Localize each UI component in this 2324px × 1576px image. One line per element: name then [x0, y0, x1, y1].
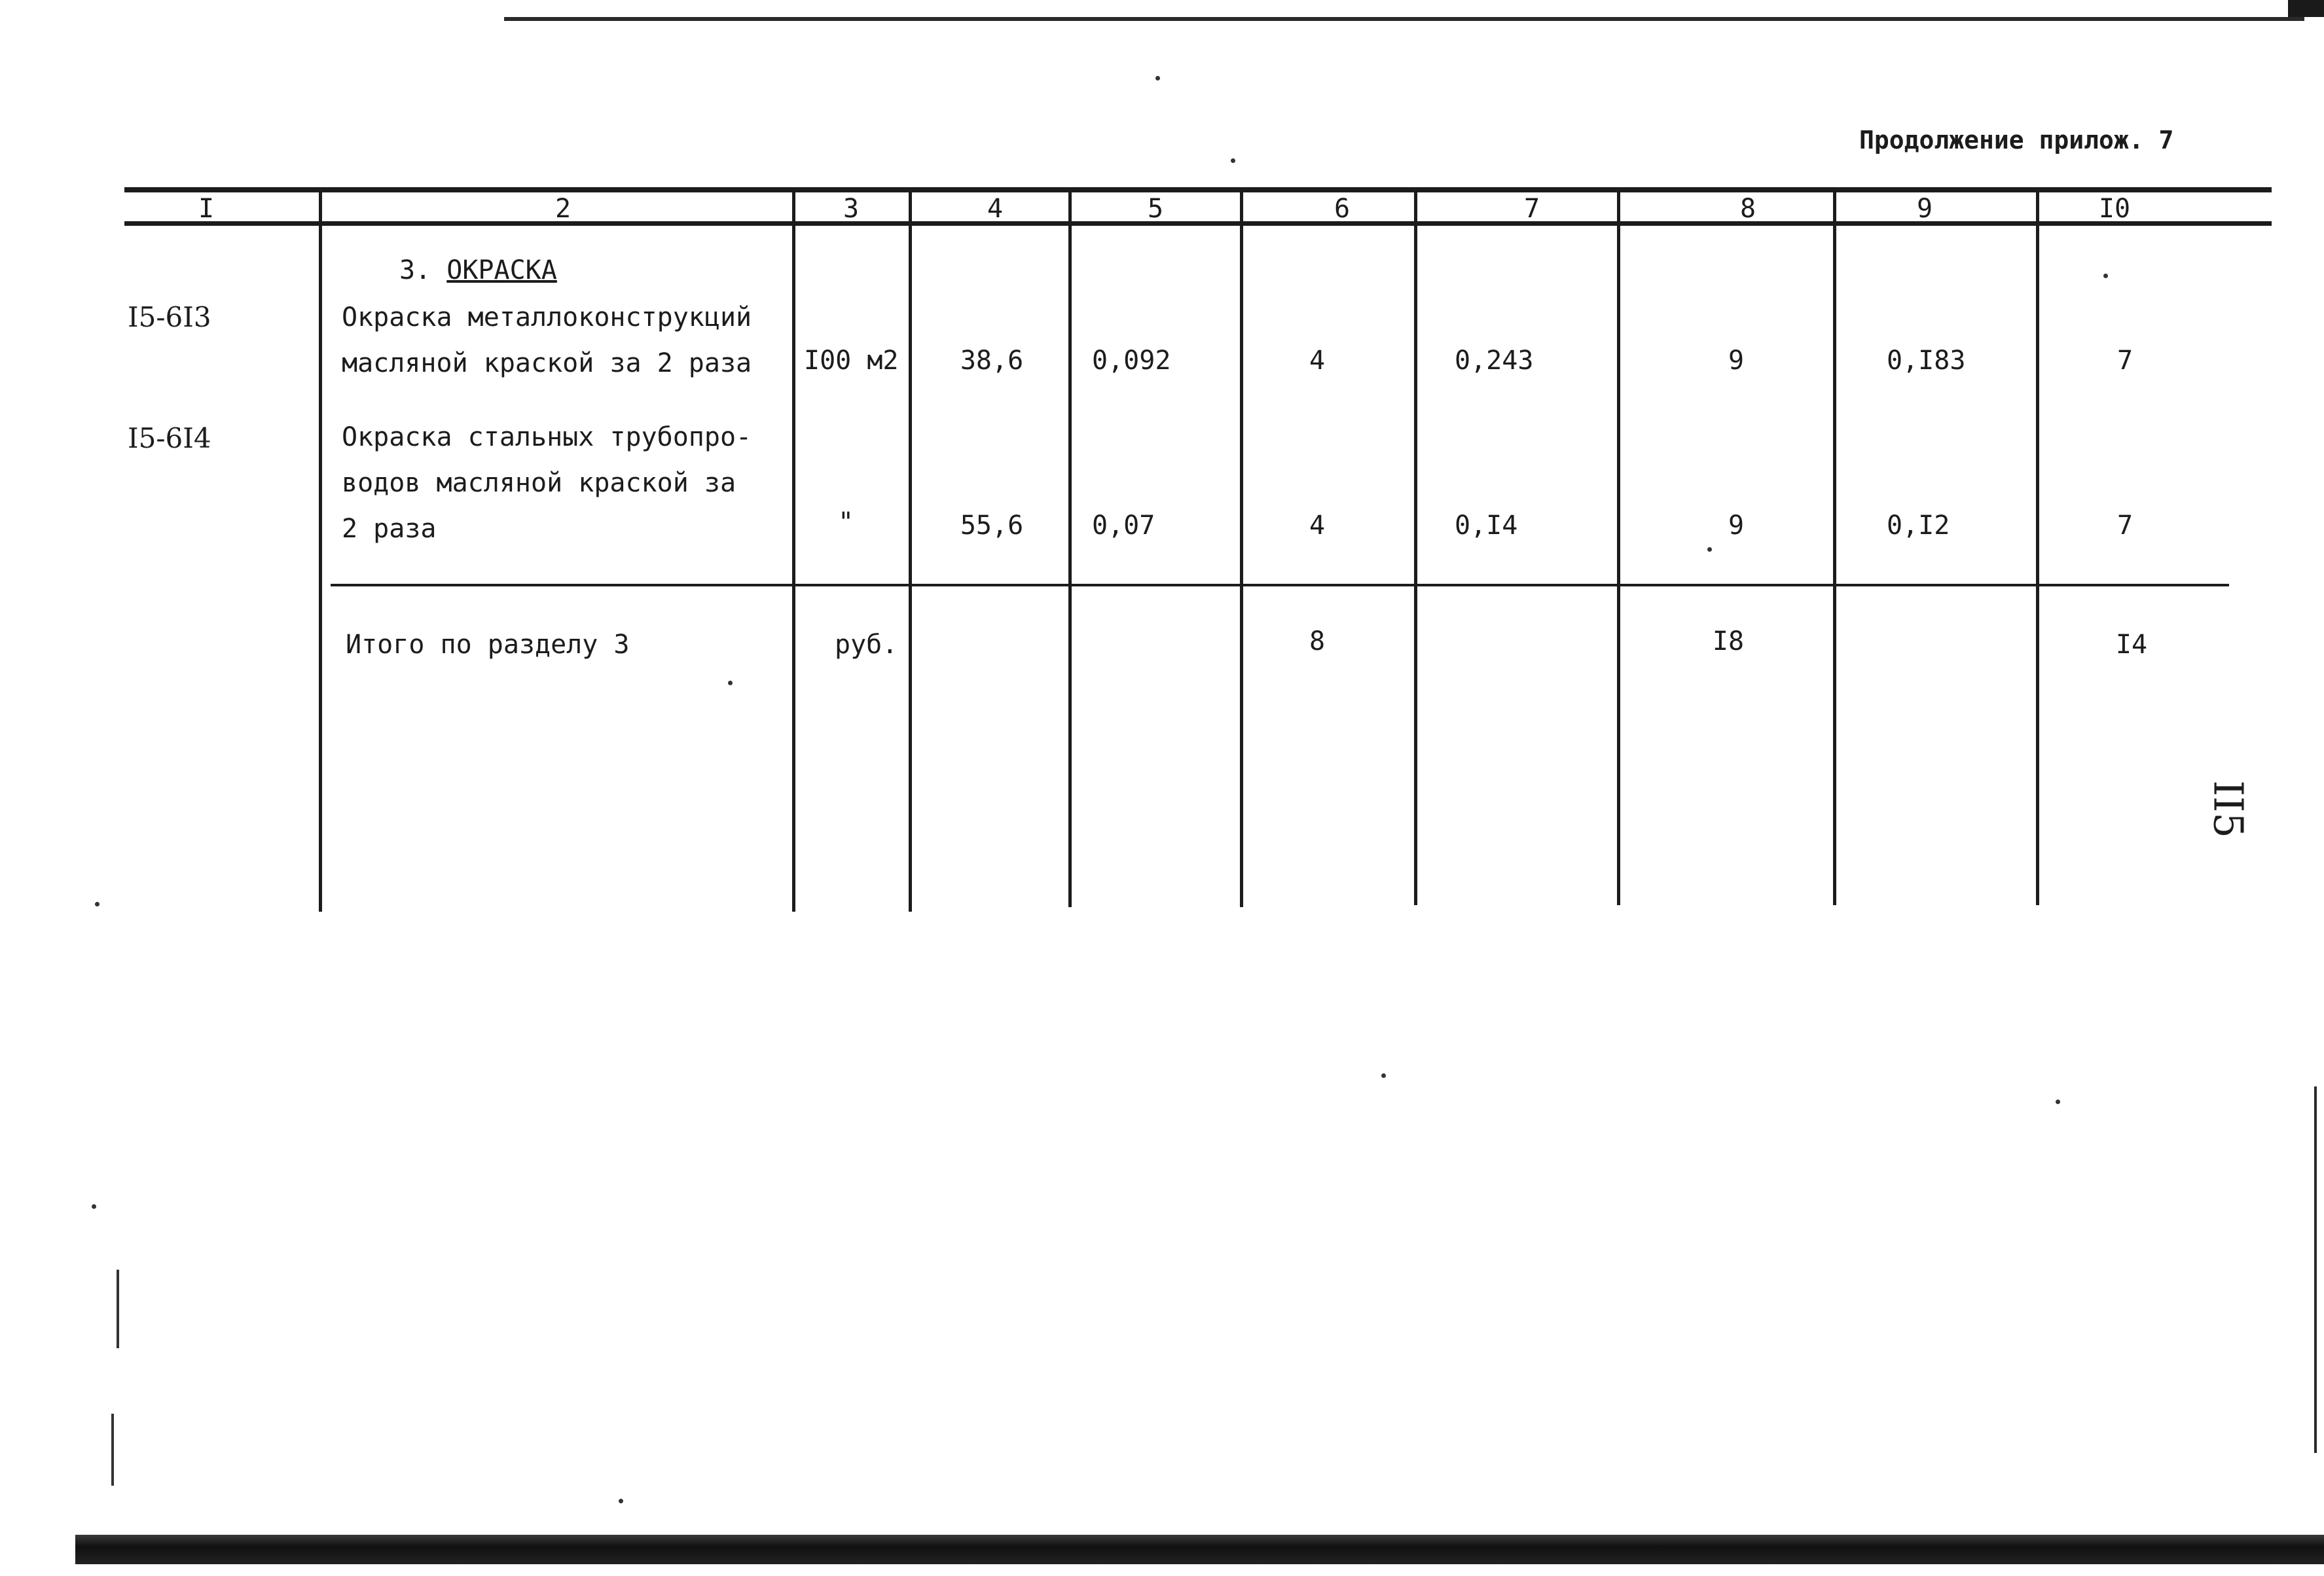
scan-edge-top: [504, 17, 2304, 21]
scan-speck: [92, 1204, 96, 1209]
continuation-note: Продолжение прилож. 7: [1859, 126, 2174, 154]
scan-speck: [1155, 76, 1160, 81]
column-divider-3: [909, 188, 912, 912]
column-divider-7: [1617, 188, 1620, 905]
scan-speck: [2056, 1100, 2060, 1104]
scan-edge-bottom: [75, 1535, 2324, 1564]
column-divider-5: [1240, 188, 1243, 907]
total-col6: 8: [1309, 626, 1326, 656]
column-divider-2: [792, 188, 795, 912]
col-number-6: 6: [1334, 194, 1351, 224]
col-number-10: I0: [2098, 194, 2131, 224]
col-number-3: 3: [843, 194, 860, 224]
col-number-1: I: [198, 194, 215, 224]
row-col4: 38,6: [960, 346, 1024, 376]
col-number-8: 8: [1739, 194, 1756, 224]
total-col8: I8: [1712, 626, 1745, 656]
scan-speck: [1707, 547, 1712, 552]
row-col7: 0,I4: [1455, 510, 1518, 541]
row-col7: 0,243: [1455, 346, 1534, 376]
scan-edge-left-lower: [111, 1414, 114, 1486]
row-description-line: 2 раза: [342, 514, 437, 544]
scan-speck: [2103, 274, 2108, 278]
scan-speck: [1381, 1073, 1386, 1078]
column-divider-6: [1414, 188, 1417, 905]
page-number: II5: [2204, 780, 2253, 838]
row-col6: 4: [1309, 346, 1326, 376]
row-col5: 0,092: [1092, 346, 1171, 376]
row-col10: 7: [2116, 510, 2133, 541]
total-unit: руб.: [835, 630, 898, 660]
row-description-line: водов масляной краской за: [342, 468, 736, 498]
row-col6: 4: [1309, 510, 1326, 541]
row-col8: 9: [1728, 510, 1745, 541]
row-description-line: Окраска стальных трубопро-: [342, 422, 752, 452]
row-unit: ": [838, 507, 854, 537]
scan-speck: [728, 681, 733, 685]
col-number-4: 4: [987, 194, 1004, 224]
scan-speck: [1231, 158, 1235, 163]
total-separator-rule: [331, 584, 2229, 586]
total-col10: I4: [2115, 630, 2148, 660]
row-description-line: Окраска металлоконструкций: [342, 302, 752, 332]
row-description-line: масляной краской за 2 раза: [342, 348, 752, 378]
row-col9: 0,I83: [1887, 346, 1966, 376]
col-number-5: 5: [1147, 194, 1164, 224]
scan-speck: [619, 1499, 623, 1503]
row-code: I5-6I4: [128, 422, 211, 454]
col-number-7: 7: [1523, 194, 1540, 224]
scan-speck: [95, 902, 100, 906]
scan-edge-right: [2314, 1086, 2317, 1453]
table-top-rule: [124, 187, 2272, 192]
column-divider-9: [2036, 188, 2039, 905]
row-col10: 7: [2116, 346, 2133, 376]
section-name: ОКРАСКА: [446, 255, 557, 285]
row-col4: 55,6: [960, 510, 1024, 541]
column-divider-8: [1833, 188, 1836, 905]
section-number: 3.: [399, 255, 431, 285]
column-divider-1: [319, 188, 322, 912]
total-label: Итого по разделу 3: [346, 630, 630, 660]
section-title: [399, 255, 557, 285]
scan-edge-corner: [2288, 0, 2324, 17]
row-col9: 0,I2: [1887, 510, 1950, 541]
row-col5: 0,07: [1092, 510, 1155, 541]
row-unit: I00 м2: [804, 346, 899, 376]
column-divider-4: [1068, 188, 1072, 907]
col-number-2: 2: [554, 194, 572, 224]
scan-edge-left-upper: [117, 1270, 119, 1348]
col-number-9: 9: [1916, 194, 1933, 224]
row-code: I5-6I3: [128, 301, 211, 333]
row-col8: 9: [1728, 346, 1745, 376]
